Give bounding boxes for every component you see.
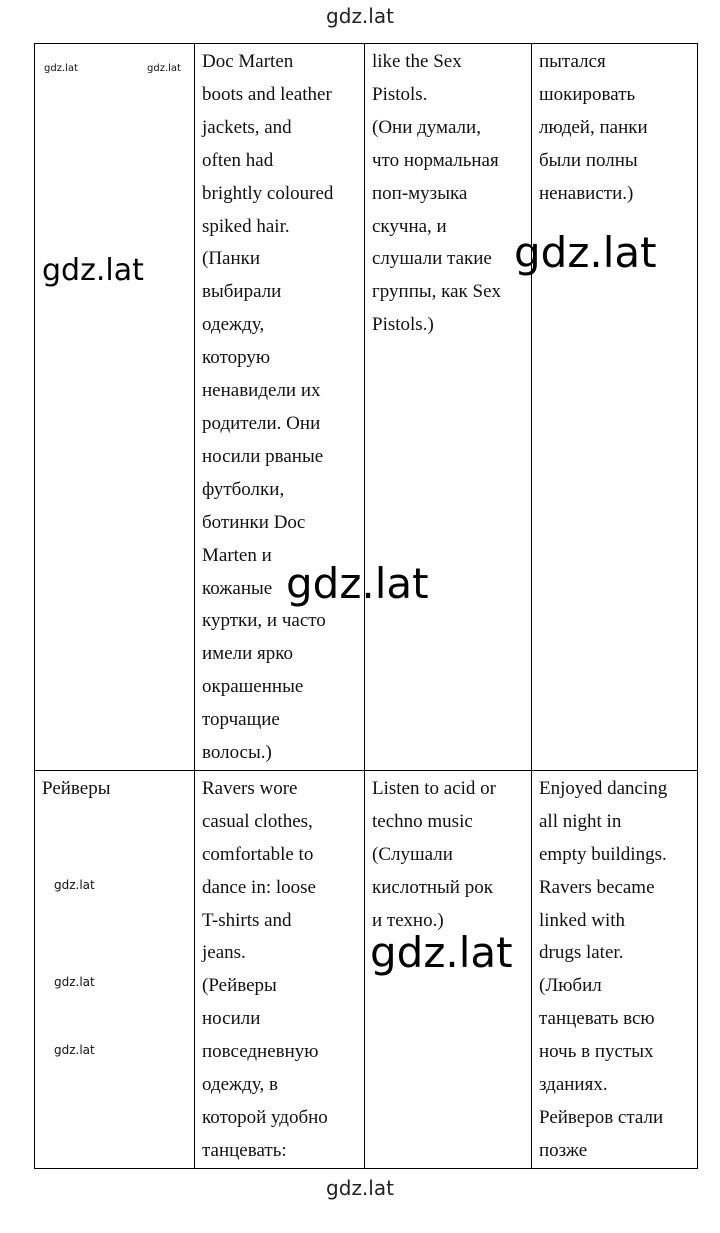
table-row <box>35 770 698 1168</box>
table-row <box>35 44 698 771</box>
cell-text: Doc Marten boots and leather jackets, and often had brightly coloured spiked hair. (Панки выбирали одежду, которую ненавидели их родители. Они носили рваные футболки, ботинки Doc Marten и кожаные куртки, и часто имели ярко окрашенные торчащие волосы.) <box>202 51 334 764</box>
watermark-bottom: gdz.lat <box>326 1176 394 1200</box>
table-cell-clothes <box>195 770 365 1168</box>
table-cell-behaviour <box>532 770 698 1168</box>
cell-text: пытался шокировать людей, панки были полны ненависти.) <box>539 51 648 204</box>
watermark-top: gdz.lat <box>326 4 394 28</box>
watermark-mid: gdz.lat <box>42 253 144 288</box>
watermark-small: gdz.lat <box>54 878 95 892</box>
cell-text: Enjoyed dancing all night in empty buildings. Ravers became linked with drugs later. (Любил танцевать всю ночь в пустых зданиях. Рейверов стали позже <box>539 777 668 1161</box>
cell-text: Listen to acid or techno music (Слушали кислотный рок и техно.) <box>372 777 496 931</box>
watermark-big: gdz.lat <box>514 228 657 277</box>
watermark-tiny: gdz.lat <box>147 63 181 74</box>
table-cell-music <box>365 44 532 771</box>
table-cell-behaviour <box>532 44 698 771</box>
table-cell-category <box>35 44 195 771</box>
watermark-big: gdz.lat <box>370 928 513 977</box>
cell-text: Ravers wore casual clothes, comfortable to dance in: loose T-shirts and jeans. (Рейверы носили повседневную одежду, в которой удобно танцевать: <box>202 777 328 1161</box>
table-cell-clothes <box>195 44 365 771</box>
cell-text: like the Sex Pistols. (Они думали, что нормальная поп-музыка скучна, и слушали такие группы, как Sex Pistols.) <box>372 51 502 336</box>
watermark-small: gdz.lat <box>54 1043 95 1057</box>
watermark-small: gdz.lat <box>54 975 95 989</box>
watermark-tiny: gdz.lat <box>44 63 78 74</box>
watermark-big: gdz.lat <box>286 559 429 608</box>
cell-text: Рейверы <box>42 777 111 799</box>
table-cell-category <box>35 770 195 1168</box>
